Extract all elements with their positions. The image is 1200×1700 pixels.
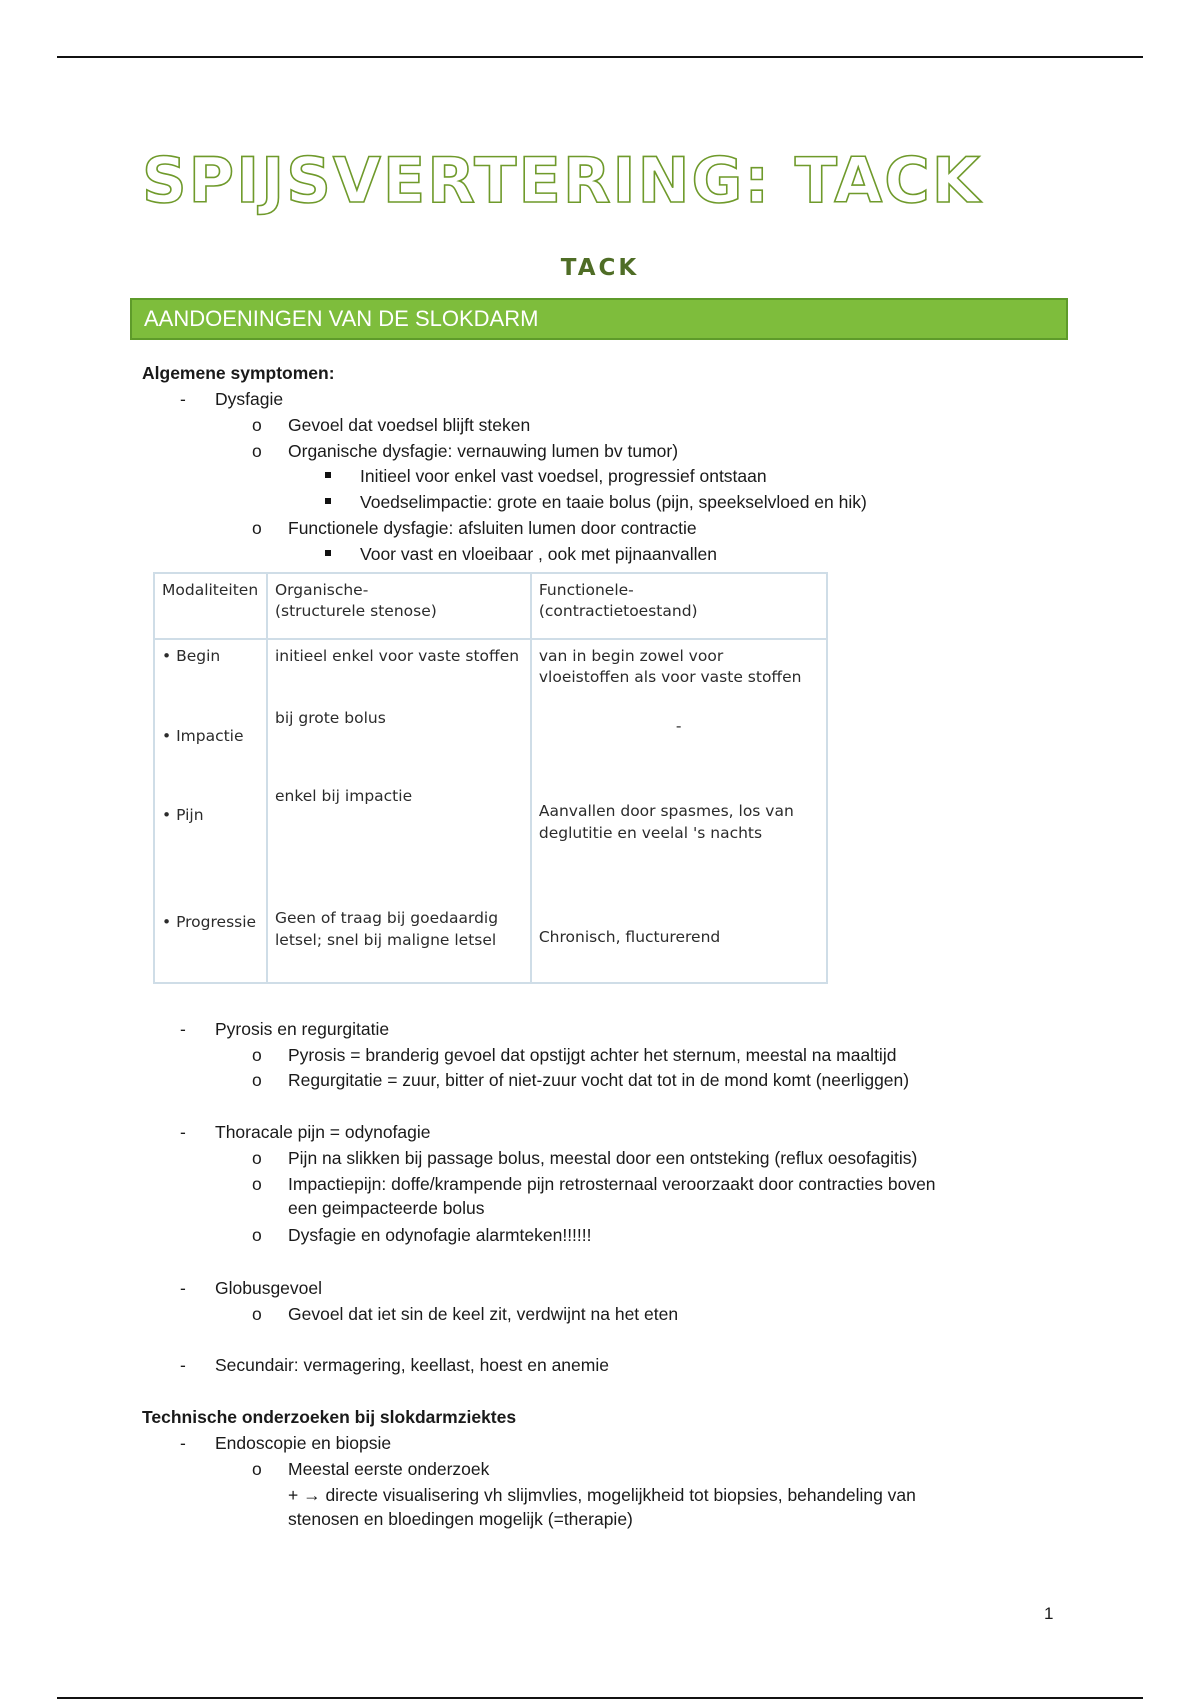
square-bullet [325, 550, 331, 556]
dash-bullet: - [180, 1122, 186, 1142]
header-modaliteiten: Modaliteiten [162, 581, 259, 599]
dash-bullet: - [180, 1019, 186, 1039]
list-item-dysfagie: Dysfagie [215, 389, 284, 409]
list-item: Functionele dysfagie: afsluiten lumen door contractie [288, 518, 697, 538]
cell-value: enkel bij impactie [274, 787, 413, 805]
list-item: Gevoel dat voedsel blijft steken [288, 415, 531, 435]
list-item-secundair: Secundair: vermagering, keellast, hoest en anemie [215, 1355, 609, 1375]
square-bullet [325, 498, 331, 504]
list-item-endoscopie: Endoscopie en biopsie [215, 1433, 392, 1453]
header-functionele-sub: (contractietoestand) [538, 602, 698, 620]
dash-bullet: - [180, 1433, 186, 1453]
list-item-continuation: een geimpacteerde bolus [288, 1198, 485, 1218]
row-label-progressie: • Progressie [162, 913, 257, 931]
list-item: Voedselimpactie: grote en taaie bolus (pijn, speekselvloed en hik) [360, 492, 867, 512]
circle-bullet: o [252, 1148, 262, 1168]
header-organische: Organische- [274, 581, 369, 599]
table-header-cell [154, 573, 267, 639]
dysfagie-comparison-table [153, 572, 828, 984]
section-banner: AANDOENINGEN VAN DE SLOKDARM [130, 298, 1068, 340]
circle-bullet: o [252, 1225, 262, 1245]
list-item: Organische dysfagie: vernauwing lumen bv tumor) [288, 441, 679, 461]
list-item: Dysfagie en odynofagie alarmteken!!!!!! [288, 1225, 592, 1245]
list-item-globusgevoel: Globusgevoel [215, 1278, 323, 1298]
page-number: 1 [1044, 1604, 1054, 1623]
cell-value: vloeistoffen als voor vaste stoffen [538, 668, 802, 686]
circle-bullet: o [252, 1304, 262, 1324]
cell-value: - [675, 717, 682, 735]
list-item-detail: stenosen en bloedingen mogelijk (=therapie) [288, 1509, 633, 1529]
top-rule [57, 56, 1143, 58]
list-item: Pijn na slikken bij passage bolus, meestal door een ontsteking (reflux oesofagitis) [288, 1148, 918, 1168]
cell-value: letsel; snel bij maligne letsel [274, 931, 497, 949]
list-item: Voor vast en vloeibaar , ook met pijnaanvallen [360, 544, 718, 564]
table-header-cell [531, 573, 827, 639]
circle-bullet: o [252, 1070, 262, 1090]
heading-technische-onderzoeken: Technische onderzoeken bij slokdarmziektes [142, 1407, 517, 1427]
list-item: Impactiepijn: doffe/krampende pijn retrosternaal veroorzaakt door contracties boven [288, 1174, 936, 1194]
table-header-cell [267, 573, 531, 639]
list-item: Initieel voor enkel vast voedsel, progressief ontstaan [360, 466, 767, 486]
dash-bullet: - [180, 1355, 186, 1375]
cell-value: initieel enkel voor vaste stoffen [274, 647, 520, 665]
circle-bullet: o [252, 518, 262, 538]
cell-value: Aanvallen door spasmes, los van [538, 802, 794, 820]
document-subtitle: TACK [560, 255, 640, 281]
list-item-thoracale-pijn: Thoracale pijn = odynofagie [215, 1122, 431, 1142]
circle-bullet: o [252, 1045, 262, 1065]
circle-bullet: o [252, 1459, 262, 1479]
table-header-row [154, 573, 827, 639]
table-cell-functionele [531, 639, 827, 983]
list-item-detail: + → directe visualisering vh slijmvlies, mogelijkheid tot biopsies, behandeling van [288, 1485, 916, 1505]
circle-bullet: o [252, 441, 262, 461]
list-item: Meestal eerste onderzoek [288, 1459, 490, 1479]
cell-value: bij grote bolus [274, 709, 386, 727]
list-item: Pyrosis = branderig gevoel dat opstijgt achter het sternum, meestal na maaltijd [288, 1045, 897, 1065]
circle-bullet: o [252, 1174, 262, 1194]
dash-bullet: - [180, 389, 186, 409]
cell-value: Chronisch, flucturerend [538, 928, 721, 946]
cell-value: Geen of traag bij goedaardig [274, 909, 499, 927]
table-cell-modaliteiten [154, 639, 267, 983]
cell-value: van in begin zowel voor [538, 647, 724, 665]
row-label-impactie: • Impactie [162, 727, 244, 745]
dash-bullet: - [180, 1278, 186, 1298]
square-bullet [325, 472, 331, 478]
header-functionele: Functionele- [538, 581, 634, 599]
bottom-rule [57, 1697, 1143, 1699]
heading-algemene-symptomen: Algemene symptomen: [142, 363, 335, 383]
list-item: Regurgitatie = zuur, bitter of niet-zuur vocht dat tot in de mond komt (neerliggen) [288, 1070, 910, 1090]
table-cell-organische [267, 639, 531, 983]
list-item: Gevoel dat iet sin de keel zit, verdwijnt na het eten [288, 1304, 679, 1324]
document-title: SPIJSVERTERING: TACK [142, 144, 982, 217]
row-label-begin: • Begin [162, 647, 221, 665]
list-item-pyrosis: Pyrosis en regurgitatie [215, 1019, 390, 1039]
table-row [154, 639, 827, 983]
row-label-pijn: • Pijn [162, 806, 204, 824]
cell-value: deglutitie en veelal 's nachts [538, 824, 763, 842]
header-organische-sub: (structurele stenose) [274, 602, 437, 620]
circle-bullet: o [252, 415, 262, 435]
